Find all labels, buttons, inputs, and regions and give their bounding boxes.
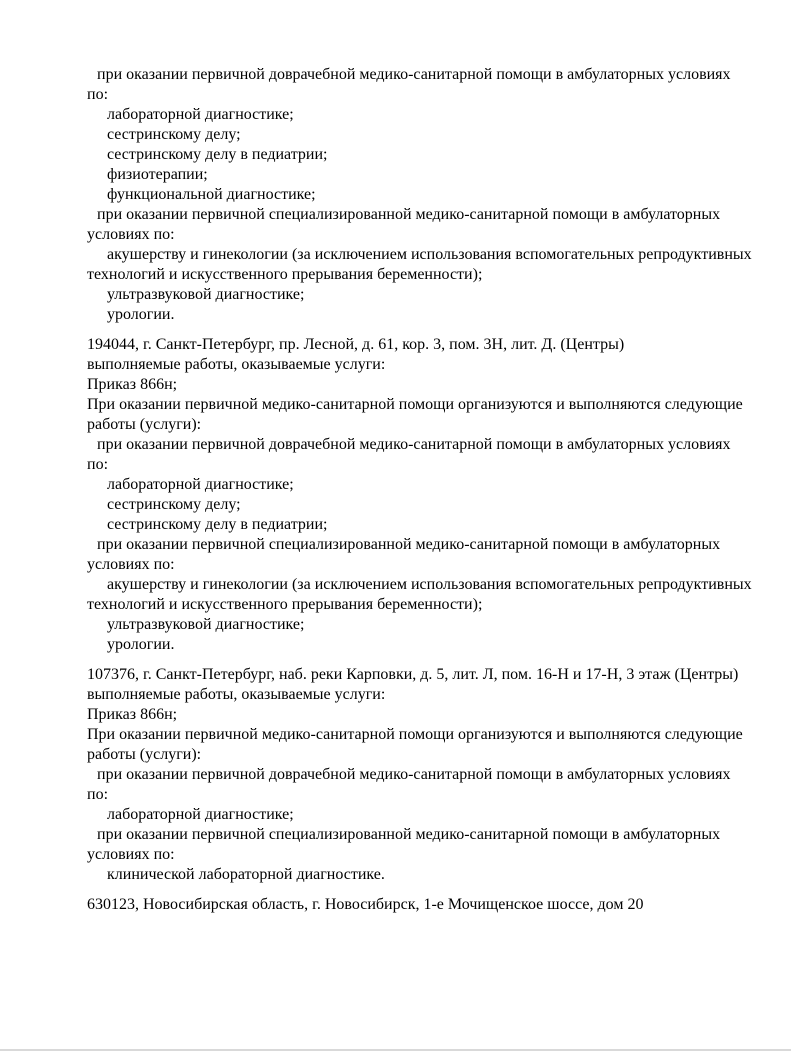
text-line: При оказании первичной медико-санитарной помощи организуются и выполняются следующие	[87, 726, 743, 743]
text-line: при оказании первичной доврачебной медико-санитарной помощи в амбулаторных условиях	[97, 436, 731, 453]
text-line: условиях по:	[87, 556, 175, 573]
text-line: условиях по:	[87, 846, 175, 863]
text-line: при оказании первичной специализированной медико-санитарной помощи в амбулаторных	[97, 826, 721, 843]
text-line: акушерству и гинекологии (за исключением использования вспомогательных репродуктивных	[107, 576, 752, 593]
text-line: лабораторной диагностике;	[107, 476, 294, 493]
text-line: лабораторной диагностике;	[107, 806, 294, 823]
text-line: урологии.	[107, 636, 175, 653]
text-line: сестринскому делу;	[107, 126, 241, 143]
text-line: выполняемые работы, оказываемые услуги:	[87, 356, 386, 373]
text-line: Приказ 866н;	[87, 706, 178, 723]
text-line: технологий и искусственного прерывания беременности);	[87, 596, 483, 613]
text-line: 194044, г. Санкт-Петербург, пр. Лесной, д. 61, кор. 3, пом. 3Н, лит. Д. (Центры)	[87, 336, 625, 353]
text-line: Приказ 866н;	[87, 376, 178, 393]
text-line: ультразвуковой диагностике;	[107, 286, 305, 303]
text-line: клинической лабораторной диагностике.	[107, 866, 385, 883]
text-line: сестринскому делу в педиатрии;	[107, 516, 328, 533]
text-line: лабораторной диагностике;	[107, 106, 294, 123]
text-line: При оказании первичной медико-санитарной помощи организуются и выполняются следующие	[87, 396, 743, 413]
text-line: по:	[87, 786, 109, 803]
works-list-continued	[87, 65, 761, 325]
address-block-karpovki	[87, 665, 761, 885]
text-line: функциональной диагностике;	[107, 186, 316, 203]
text-line: акушерству и гинекологии (за исключением использования вспомогательных репродуктивных	[107, 246, 752, 263]
text-line: при оказании первичной специализированной медико-санитарной помощи в амбулаторных	[97, 536, 721, 553]
text-line: условиях по:	[87, 226, 175, 243]
text-line: при оказании первичной доврачебной медико-санитарной помощи в амбулаторных условиях	[97, 66, 731, 83]
address-block-lesnoy	[87, 335, 761, 655]
text-line: работы (услуги):	[87, 746, 202, 763]
text-line: по:	[87, 456, 109, 473]
bottom-divider	[0, 1049, 791, 1051]
text-line: 107376, г. Санкт-Петербург, наб. реки Карповки, д. 5, лит. Л, пом. 16-Н и 17-Н, 3 этаж (Центры)	[87, 666, 739, 683]
text-line: ультразвуковой диагностике;	[107, 616, 305, 633]
text-line: при оказании первичной доврачебной медико-санитарной помощи в амбулаторных условиях	[97, 766, 731, 783]
text-line: 630123, Новосибирская область, г. Новосибирск, 1-е Мочищенское шоссе, дом 20	[87, 896, 644, 913]
text-line: урологии.	[107, 306, 175, 323]
address-block-novosibirsk	[87, 895, 761, 915]
document-body	[87, 65, 761, 915]
text-line: сестринскому делу в педиатрии;	[107, 146, 328, 163]
text-line: работы (услуги):	[87, 416, 202, 433]
text-line: физиотерапии;	[107, 166, 208, 183]
text-line: при оказании первичной специализированной медико-санитарной помощи в амбулаторных	[97, 206, 721, 223]
text-line: выполняемые работы, оказываемые услуги:	[87, 686, 386, 703]
text-line: технологий и искусственного прерывания беременности);	[87, 266, 483, 283]
text-line: по:	[87, 86, 109, 103]
text-line: сестринскому делу;	[107, 496, 241, 513]
